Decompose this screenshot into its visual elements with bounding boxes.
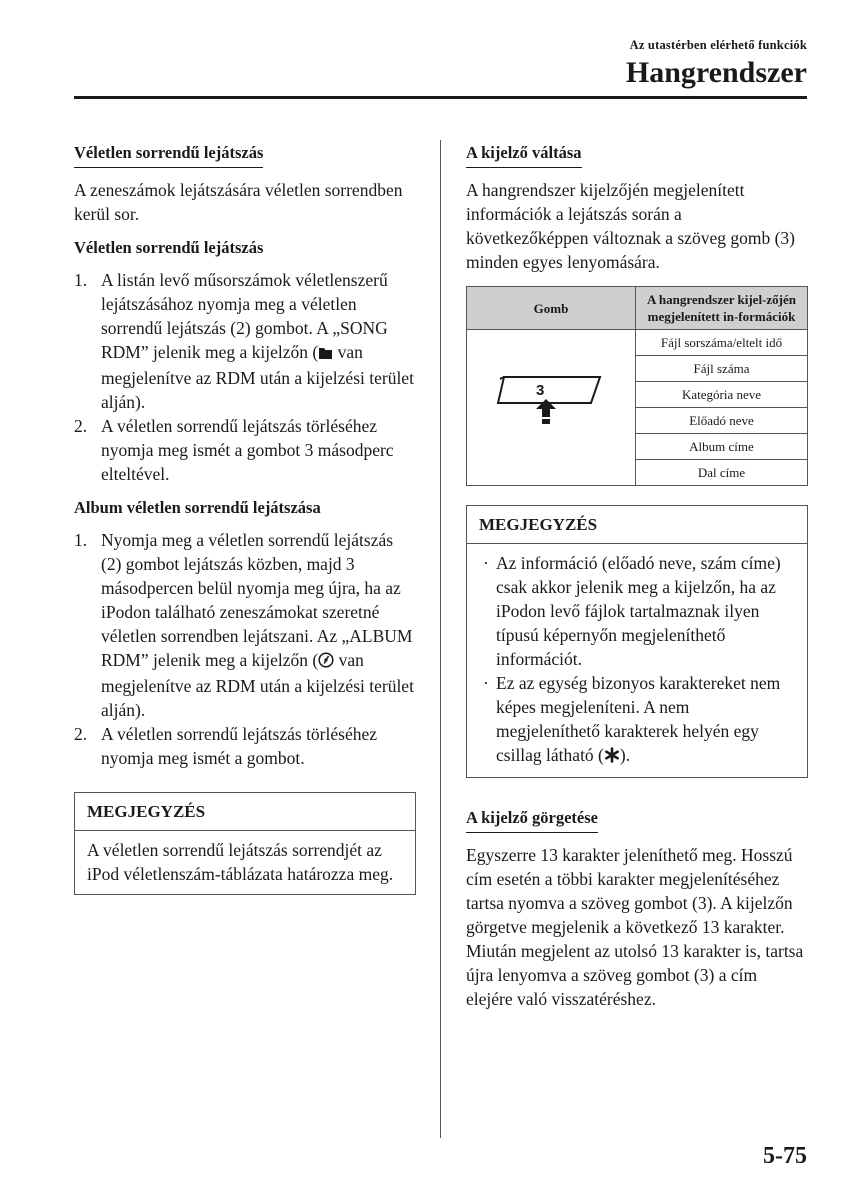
table-header-info: A hangrendszer kijel-zőjén megjelenített in-formációk	[636, 287, 808, 330]
page-title: Hangrendszer	[625, 56, 807, 89]
bullet-dot: ·	[483, 553, 489, 573]
step-text: Nyomja meg a véletlen sorrendű lejátszás (2) gombot lejátszás közben, majd 3 másodpercen belül nyomja meg újra, ha az iPodon található zeneszámokat szeretné véletlen sorrendben lejátszani. Az „ALBUM RDM” jelenik meg a kijelzőn (	[101, 530, 413, 670]
table-cell: Dal címe	[636, 460, 808, 486]
note-title: MEGJEGYZÉS	[467, 506, 807, 544]
note-box	[74, 792, 416, 895]
column-divider	[440, 140, 441, 1138]
heading-random-play: Véletlen sorrendű lejátszás	[74, 141, 263, 168]
step-text-end: van megjelenítve az RDM után a kijelzési terület alján).	[101, 342, 414, 412]
note-box	[466, 505, 808, 778]
header-rule	[74, 96, 807, 99]
display-info-table	[466, 286, 808, 486]
step-text: A véletlen sorrendű lejátszás törléséhez nyomja meg ismét a gombot 3 másodperc elteltével.	[101, 416, 394, 484]
note-body	[467, 544, 807, 777]
step-text-end: van megjelenítve az RDM után a kijelzési terület alján).	[101, 650, 414, 720]
random-play-intro: A zeneszámok lejátszására véletlen sorrendben kerül sor.	[74, 180, 403, 224]
note-bullet-text-end: ).	[619, 745, 631, 765]
table-header-button: Gomb	[467, 287, 636, 330]
section-label: Az utastérben elérhető funkciók	[629, 38, 807, 52]
note-body: A véletlen sorrendű lejátszás sorrendjét az iPod véletlenszám-táblázata határozza meg.	[87, 840, 394, 884]
note-bullet	[479, 671, 795, 769]
table-cell: Előadó neve	[636, 408, 808, 434]
text-button-illustration	[496, 373, 606, 439]
button-illustration-cell	[467, 330, 636, 486]
subheading-album-random: Album véletlen sorrendű lejátszása	[74, 498, 321, 517]
random-play-steps	[74, 268, 416, 486]
table-cell: Kategória neve	[636, 382, 808, 408]
list-item	[74, 528, 416, 722]
bullet-dot: ·	[483, 673, 489, 693]
heading-display-switch: A kijelző váltása	[466, 141, 582, 168]
note-bullet-text: Az információ (előadó neve, szám címe) csak akkor jelenik meg a kijelzőn, ha az iPodon levő fájlok tartalmaznak ilyen típusú képernyőn megjeleníthető információt.	[496, 553, 781, 669]
note-bullet-list	[479, 551, 795, 769]
note-title: MEGJEGYZÉS	[75, 793, 415, 831]
note-bullet-text: Ez az egység bizonyos karaktereket nem képes megjeleníteni. A nem megjeleníthető karakterek helyén egy csillag látható (	[496, 673, 781, 765]
step-text: A listán levő műsorszámok véletlenszerű lejátszásához nyomja meg a véletlen sorrendű lejátszás (2) gombot. A „SONG RDM” jelenik meg a kijelzőn (	[101, 270, 388, 362]
display-switch-intro: A hangrendszer kijelzőjén megjelenített információk a lejátszás során a következőképpen változnak a szöveg gomb (3) minden egyes lenyomására.	[466, 180, 795, 272]
step-number: 1.	[74, 270, 88, 290]
album-random-steps	[74, 528, 416, 770]
left-column	[74, 140, 416, 895]
asterisk-icon	[604, 745, 620, 769]
table-cell: Album címe	[636, 434, 808, 460]
right-column	[466, 140, 808, 1011]
list-item	[74, 268, 416, 414]
display-scroll-text: Egyszerre 13 karakter jeleníthető meg. Hosszú cím esetén a többi karakter megjelenítéséhez tartsa nyomva a szöveg gombot (3). A kijelzőn görgetve megjelenik a következő 13 karakter. Miután megjelent az utolsó 13 karakter is, tartsa újra lenyomva a szöveg gombot (3) a cím elejére való visszatéréshez.	[466, 845, 804, 1009]
step-number: 2.	[74, 416, 88, 436]
page-number: 5-75	[763, 1143, 807, 1169]
list-item	[74, 414, 416, 486]
step-number: 2.	[74, 724, 88, 744]
subheading-random-play: Véletlen sorrendű lejátszás	[74, 238, 264, 257]
heading-display-scroll: A kijelző görgetése	[466, 806, 598, 833]
button-number-label: 3	[536, 381, 545, 399]
disc-icon	[318, 650, 334, 674]
list-item	[74, 722, 416, 770]
table-cell: Fájl sorszáma/eltelt idő	[636, 330, 808, 356]
table-cell: Fájl száma	[636, 356, 808, 382]
note-bullet	[479, 551, 795, 671]
step-number: 1.	[74, 530, 88, 550]
step-text: A véletlen sorrendű lejátszás törléséhez nyomja meg ismét a gombot.	[101, 724, 378, 768]
folder-icon	[318, 342, 333, 366]
